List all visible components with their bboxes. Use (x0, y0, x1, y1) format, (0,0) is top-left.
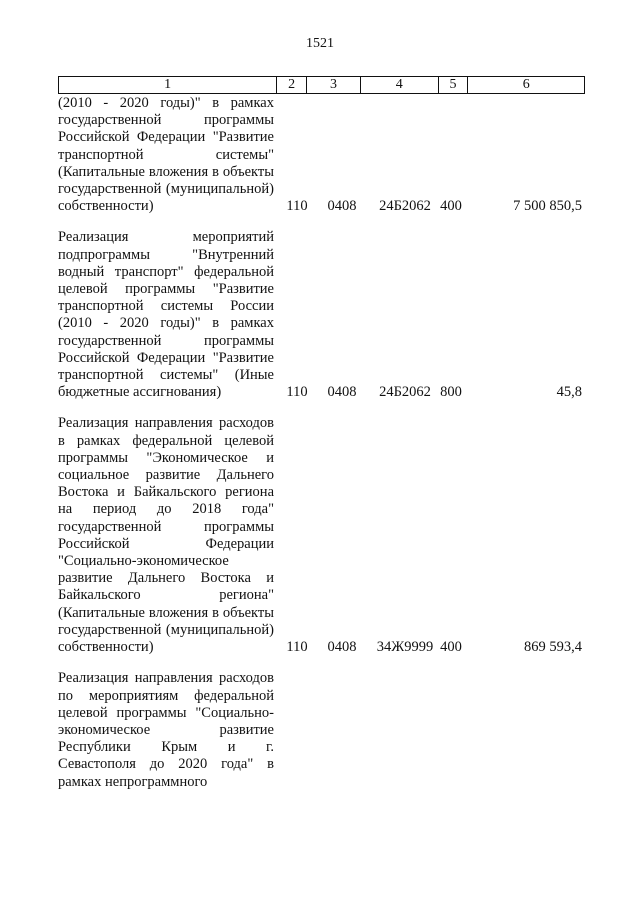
row-ministry-code: 110 (286, 198, 308, 215)
header-col-4: 4 (360, 77, 438, 93)
row-amount: 45,8 (556, 384, 582, 401)
row-target-code: 24Б2062 (379, 198, 431, 215)
header-col-5: 5 (438, 77, 468, 93)
row-expense-type: 800 (440, 384, 462, 401)
row-target-code: 24Б2062 (379, 384, 431, 401)
table-row (58, 415, 618, 656)
header-col-2: 2 (276, 77, 306, 93)
row-section-code: 0408 (327, 639, 357, 656)
header-col-3: 3 (306, 77, 360, 93)
row-amount: 7 500 850,5 (513, 198, 582, 215)
row-target-code: 34Ж9999 (376, 639, 434, 656)
row-description: Реализация направления расходов по мероприятиям федеральной целевой программы "Социально-экономическое развитие Республики Крым и г. Севастополя до 2020 года" в рамках непрограммного (58, 670, 274, 790)
row-amount: 869 593,4 (524, 639, 582, 656)
table-row (58, 229, 618, 401)
row-ministry-code: 110 (286, 639, 308, 656)
row-section-code: 0408 (327, 198, 357, 215)
row-description: Реализация мероприятий подпрограммы "Внутренний водный транспорт" федеральной целевой программы "Развитие транспортной системы России (2010 - 2020 годы)" в рамках государственной программы Российской Федерации "Развитие транспортной системы" (Иные бюджетные ассигнования) (58, 229, 274, 401)
row-expense-type: 400 (440, 198, 462, 215)
row-description: Реализация направления расходов в рамках федеральной целевой программы "Экономическое и социальное развитие Дальнего Востока и Байкальского региона на период до 2018 года" государственной программы Российской Федерации "Социально-экономическое развитие Дальнего Востока и Байкальского региона" (Капитальные вложения в объекты государственной (муниципальной) собственности) (58, 415, 274, 656)
row-section-code: 0408 (327, 384, 357, 401)
row-description: (2010 - 2020 годы)" в рамках государственной программы Российской Федерации "Развитие транспортной системы" (Капитальные вложения в объекты государственной (муниципальной) собственности) (58, 95, 274, 215)
table-row (58, 95, 618, 215)
header-col-6: 6 (467, 77, 584, 93)
table-header (58, 76, 585, 94)
table-body (58, 95, 618, 805)
row-ministry-code: 110 (286, 384, 308, 401)
row-expense-type: 400 (440, 639, 462, 656)
page-number: 1521 (306, 36, 334, 51)
table-row (58, 670, 618, 790)
header-col-1: 1 (164, 77, 172, 92)
